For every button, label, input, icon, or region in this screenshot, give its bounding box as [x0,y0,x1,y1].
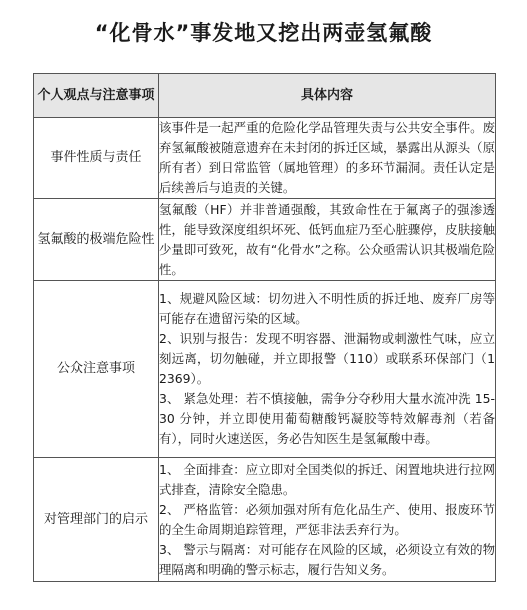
table-row [34,199,496,281]
row-topic: 氢氟酸的极端危险性 [34,199,159,281]
content-paragraph: 3、 紧急处理：若不慎接触，需争分夺秒用大量水流冲洗 15-30 分钟，并立即使用葡萄糖酸钙凝胶等特效解毒剂（若备有），同时火速送医，务必告知医生是氢氟酸中毒。 [159,391,495,446]
row-content [159,199,496,281]
table-header-row [34,74,496,118]
row-content [159,118,496,199]
row-topic: 事件性质与责任 [34,118,159,199]
table-row [34,458,496,582]
row-topic: 对管理部门的启示 [34,458,159,582]
document-title: “化骨水”事发地又挖出两壶氢氟酸 [94,21,433,45]
content-paragraph: 3、 警示与隔离：对可能存在风险的区域，必须设立有效的物理隔离和明确的警示标志，履行告知义务。 [159,541,495,577]
content-paragraph: 该事件是一起严重的危险化学品管理失责与公共安全事件。废弃氢氟酸被随意遗弃在未封闭的拆迁区域，暴露出从源头（原所有者）到日常监管（属地管理）的多环节漏洞。责任认定是后续善后与追责的关键。 [159,120,495,195]
content-paragraph: 氢氟酸（HF）并非普通强酸，其致命性在于氟离子的强渗透性，能导致深度组织坏死、低钙血症乃至心脏骤停，皮肤接触少量即可致死，故有“化骨水”之称。公众亟需认识其极端危险性。 [159,201,495,277]
content-paragraph: 2、 严格监管：必须加强对所有危化品生产、使用、报废环节的全生命周期追踪管理，严惩非法丢弃行为。 [159,501,495,537]
header-topic: 个人观点与注意事项 [34,74,159,118]
table-row [34,118,496,199]
row-content [159,458,496,582]
row-content [159,281,496,458]
header-content: 具体内容 [159,74,496,118]
content-paragraph: 1、规避风险区域：切勿进入不明性质的拆迁地、废弃厂房等可能存在遗留污染的区域。 [159,291,495,326]
row-topic: 公众注意事项 [34,281,159,458]
info-table [33,73,496,582]
content-paragraph: 1、 全面排查：应立即对全国类似的拆迁、闲置地块进行拉网式排查，清除安全隐患。 [159,461,495,497]
content-paragraph: 2、识别与报告：发现不明容器、泄漏物或刺激性气味，应立刻远离，切勿触碰，并立即报警（110）或联系环保部门（12369）。 [159,331,495,386]
table-row [34,281,496,458]
